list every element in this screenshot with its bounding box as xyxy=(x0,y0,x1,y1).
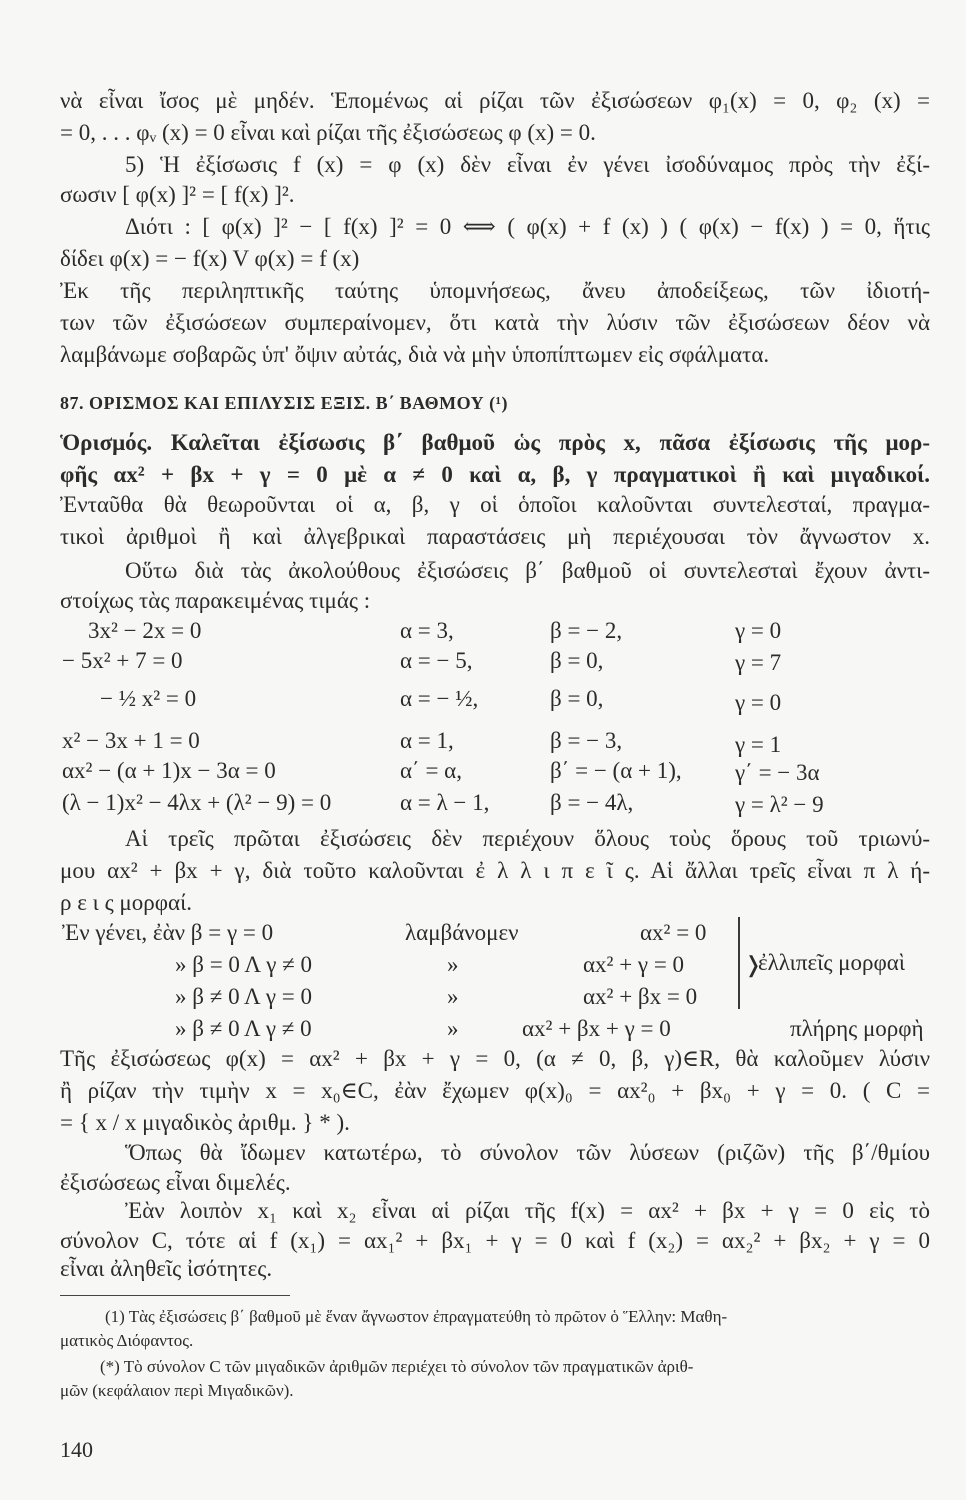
definition-line: Ὁρισμός. Καλεῖται ἐξίσωσις β΄ βαθμοῦ ὡς πρὸς x, πᾶσα ἐξίσωσις τῆς μορ- xyxy=(60,430,930,455)
table-cell-beta: β = − 2, xyxy=(550,618,623,643)
forms-condition: » β ≠ 0 Λ γ = 0 xyxy=(175,984,313,1009)
text-line: Διότι : [ φ(x) ]² − [ f(x) ]² = 0 ⟺ ( φ(x) + f (x) ) ( φ(x) − f(x) ) = 0, ἥτις xyxy=(125,214,930,239)
forms-condition: Ἐν γένει, ἐὰν β = γ = 0 xyxy=(62,920,274,945)
table-cell-alpha: α = 1, xyxy=(400,728,454,753)
section-heading: 87. ΟΡΙΣΜΟΣ ΚΑΙ ΕΠΙΛΥΣΙΣ ΕΞΙΣ. Β΄ ΒΑΘΜΟΥ (¹) xyxy=(60,393,509,413)
text-line: δίδει φ(x) = − f(x) V φ(x) = f (x) xyxy=(60,246,360,271)
table-cell-beta: β = − 3, xyxy=(550,728,623,753)
page-number: 140 xyxy=(60,1437,93,1462)
table-cell-beta: β = 0, xyxy=(550,686,604,711)
forms-take: » xyxy=(447,952,459,977)
footnote-line: μῶν (κεφάλαιον περὶ Μιγαδικῶν). xyxy=(60,1381,294,1400)
definition-line: φῆς αx² + βx + γ = 0 μὲ α ≠ 0 καὶ α, β, γ πραγματικοὶ ἢ καὶ μιγαδικοί. xyxy=(60,462,930,487)
forms-form: αx² + βx + γ = 0 xyxy=(522,1016,671,1041)
table-cell-alpha: α = λ − 1, xyxy=(400,790,490,815)
table-cell-gamma: γ = λ² − 9 xyxy=(735,792,824,817)
text-line: εἶναι ἀληθεῖς ἰσότητες. xyxy=(60,1256,273,1281)
text-line: Ἐὰν λοιπὸν x₁ καὶ x₂ εἶναι αἱ ρίζαι τῆς f(x) = αx² + βx + γ = 0 εἰς τὸ xyxy=(125,1198,930,1223)
footnote-line: (*) Τὸ σύνολον C τῶν μιγαδικῶν ἀριθμῶν περιέχει τὸ σύνολον τῶν πραγματικῶν ἀριθ- xyxy=(100,1357,694,1376)
text-line: Ἐκ τῆς περιληπτικῆς ταύτης ὑπομνήσεως, ἄνευ ἀποδείξεως, τῶν ἰδιοτή- xyxy=(60,278,930,303)
text-line: στοίχως τὰς παρακειμένας τιμάς : xyxy=(60,588,371,613)
forms-form: αx² + βx = 0 xyxy=(583,984,698,1009)
table-cell-alpha: α = − 5, xyxy=(400,648,473,673)
text-line: ἢ ρίζαν τὴν τιμὴν x = x₀∈C, ἐὰν ἔχωμεν φ(x)₀ = αx²₀ + βx₀ + γ = 0. ( C = xyxy=(60,1078,930,1103)
table-cell-equation: 3x² − 2x = 0 xyxy=(88,618,202,643)
table-cell-gamma: γ = 0 xyxy=(735,618,782,643)
text-line: σωσιν [ φ(x) ]² = [ f(x) ]². xyxy=(60,182,295,207)
text-line: τικοὶ ἀριθμοὶ ἢ καὶ ἀλγεβρικαὶ παραστάσεις μὴ περιέχουσαι τὸν ἄγνωστον x. xyxy=(60,524,930,549)
text-line: = { x / x μιγαδικὸς ἀριθμ. } * ). xyxy=(60,1110,350,1135)
table-cell-equation: αx² − (α + 1)x − 3α = 0 xyxy=(62,758,276,783)
forms-take: λαμβάνομεν xyxy=(405,920,519,945)
forms-form: αx² + γ = 0 xyxy=(583,952,685,977)
text-line: = 0, . . . φᵥ (x) = 0 εἶναι καὶ ρίζαι τῆς ἐξισώσεως φ (x) = 0. xyxy=(60,120,596,145)
text-line: ρ ε ι ς μορφαί. xyxy=(60,890,193,915)
text-line: Ἐνταῦθα θὰ θεωροῦνται οἱ α, β, γ οἱ ὁποῖοι καλοῦνται συντελεσταί, πραγμα- xyxy=(60,492,930,517)
table-cell-alpha: α = − ½, xyxy=(400,686,479,711)
table-cell-gamma: γ = 7 xyxy=(735,650,782,675)
table-cell-gamma: γ = 1 xyxy=(735,732,782,757)
table-cell-alpha: α΄ = α, xyxy=(400,758,462,783)
text-line: μου αx² + βx + γ, διὰ τοῦτο καλοῦνται ἐ λ λ ι π ε ῖ ς. Αἱ ἄλλαι τρεῖς εἶναι π λ ή- xyxy=(60,858,930,883)
table-cell-beta: β΄ = − (α + 1), xyxy=(550,758,682,783)
table-cell-alpha: α = 3, xyxy=(400,618,454,643)
text-line: 5) Ἡ ἐξίσωσις f (x) = φ (x) δὲν εἶναι ἐν γένει ἰσοδύναμος πρὸς τὴν ἐξί- xyxy=(125,152,930,177)
table-cell-equation: x² − 3x + 1 = 0 xyxy=(62,728,200,753)
text-line: σύνολον C, τότε αἱ f (x₁) = αx₁² + βx₁ + γ = 0 καὶ f (x₂) = αx₂² + βx₂ + γ = 0 xyxy=(60,1228,930,1253)
forms-brace-label: ἐλλιπεῖς μορφαὶ xyxy=(758,950,906,975)
table-cell-beta: β = − 4λ, xyxy=(550,790,634,815)
text-line: ἐξισώσεως εἶναι διμελές. xyxy=(60,1170,291,1195)
forms-take: » xyxy=(447,984,459,1009)
table-cell-gamma: γ = 0 xyxy=(735,690,782,715)
footnote-line: ματικὸς Διόφαντος. xyxy=(60,1331,194,1350)
text-line: λαμβάνωμε σοβαρῶς ὑπ' ὄψιν αὐτάς, διὰ νὰ μὴν ὑποπίπτωμεν εἰς σφάλματα. xyxy=(60,342,770,367)
table-cell-gamma: γ΄ = − 3α xyxy=(735,760,820,785)
text-line: νὰ εἶναι ἴσος μὲ μηδέν. Ἑπομένως αἱ ρίζαι τῶν ἐξισώσεων φ₁(x) = 0, φ₂ (x) = xyxy=(60,88,930,113)
text-line: Αἱ τρεῖς πρῶται ἐξισώσεις δὲν περιέχουν ὅλους τοὺς ὅρους τοῦ τριωνύ- xyxy=(125,826,930,851)
forms-form: αx² = 0 xyxy=(640,920,707,945)
text-line: Οὕτω διὰ τὰς ἀκολούθους ἐξισώσεις β΄ βαθμοῦ οἱ συντελεσταὶ ἔχουν ἀντι- xyxy=(125,558,930,583)
text-line: Τῆς ἐξισώσεως φ(x) = αx² + βx + γ = 0, (α ≠ 0, β, γ)∈R, θὰ καλοῦμεν λύσιν xyxy=(60,1046,930,1071)
text-line: Ὅπως θὰ ἴδωμεν κατωτέρω, τὸ σύνολον τῶν λύσεων (ριζῶν) τῆς β΄/θμίου xyxy=(125,1140,930,1165)
forms-condition: » β ≠ 0 Λ γ ≠ 0 xyxy=(175,1016,312,1041)
table-cell-beta: β = 0, xyxy=(550,648,604,673)
table-cell-equation: (λ − 1)x² − 4λx + (λ² − 9) = 0 xyxy=(62,790,332,815)
brace-tip-symbol: ❭ xyxy=(744,952,763,977)
table-cell-equation: − ½ x² = 0 xyxy=(100,686,197,711)
forms-take: » xyxy=(447,1016,459,1041)
table-cell-equation: − 5x² + 7 = 0 xyxy=(62,648,183,673)
footnote-line: (1) Τὰς ἐξισώσεις β΄ βαθμοῦ μὲ ἕναν ἄγνωστον ἐπραγματεύθη τὸ πρῶτον ὁ Ἕλλην: Μαθη- xyxy=(105,1307,728,1326)
text-line: των τῶν ἐξισώσεων συμπεραίνομεν, ὅτι κατὰ τὴν λύσιν τῶν ἐξισώσεων δέον νὰ xyxy=(60,310,930,335)
forms-condition: » β = 0 Λ γ ≠ 0 xyxy=(175,952,313,977)
forms-full-label: πλήρης μορφὴ xyxy=(790,1016,924,1041)
footnote-rule xyxy=(60,1295,290,1296)
